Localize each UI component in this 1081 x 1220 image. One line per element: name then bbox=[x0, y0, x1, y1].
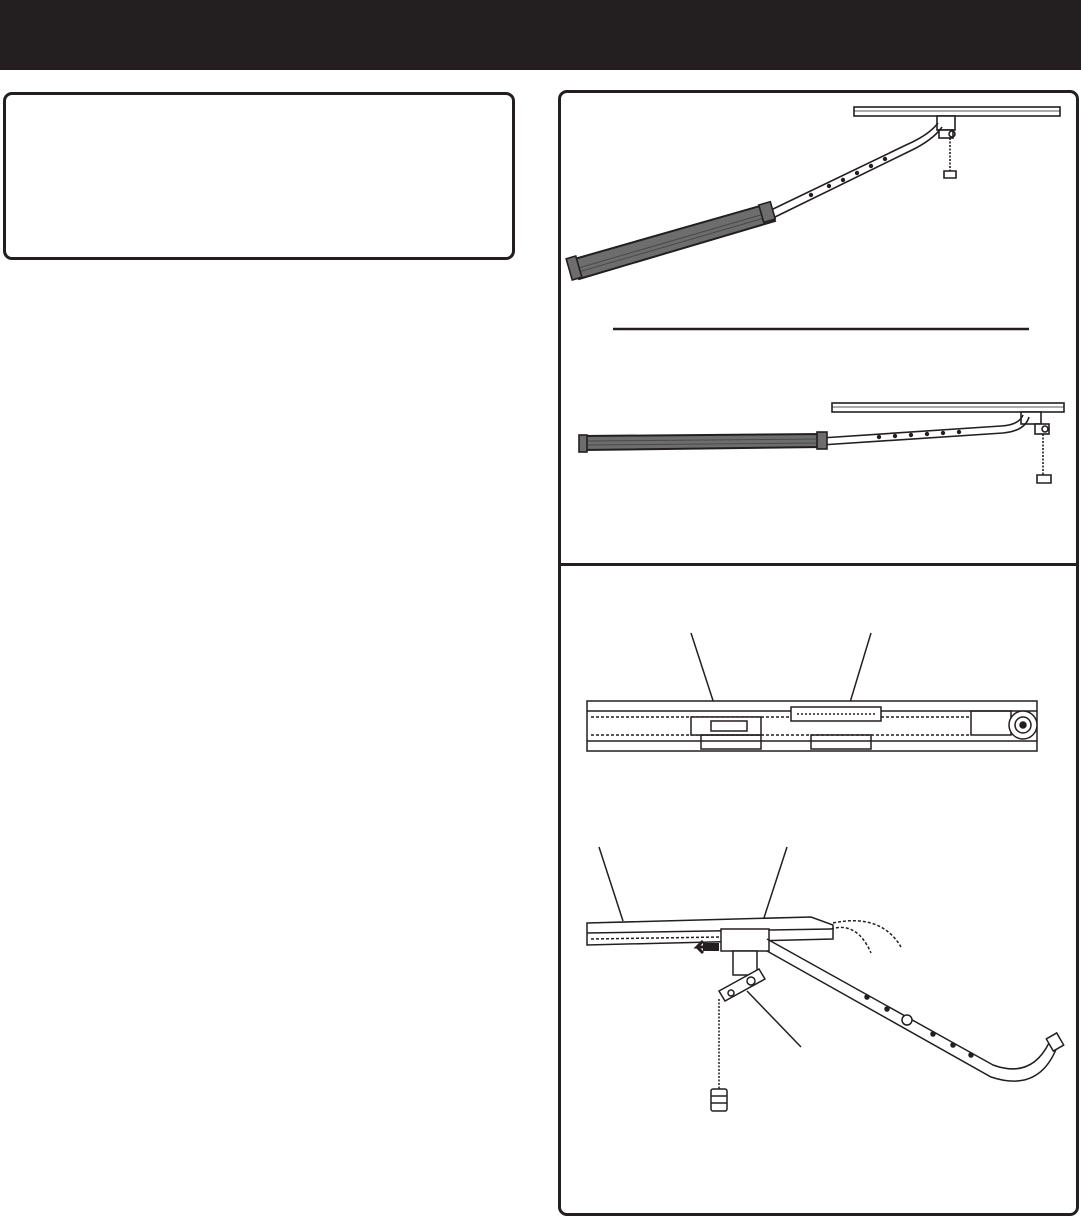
header-bar bbox=[0, 0, 1081, 70]
door-arm-angled-illustration bbox=[561, 93, 1076, 323]
door-arm-straight-illustration bbox=[561, 393, 1076, 503]
rail-trolley-illustration bbox=[561, 623, 1076, 763]
panel-divider bbox=[561, 563, 1076, 566]
note-box bbox=[3, 92, 515, 260]
figure-panel bbox=[558, 90, 1079, 1216]
trolley-release-illustration bbox=[561, 843, 1076, 1133]
